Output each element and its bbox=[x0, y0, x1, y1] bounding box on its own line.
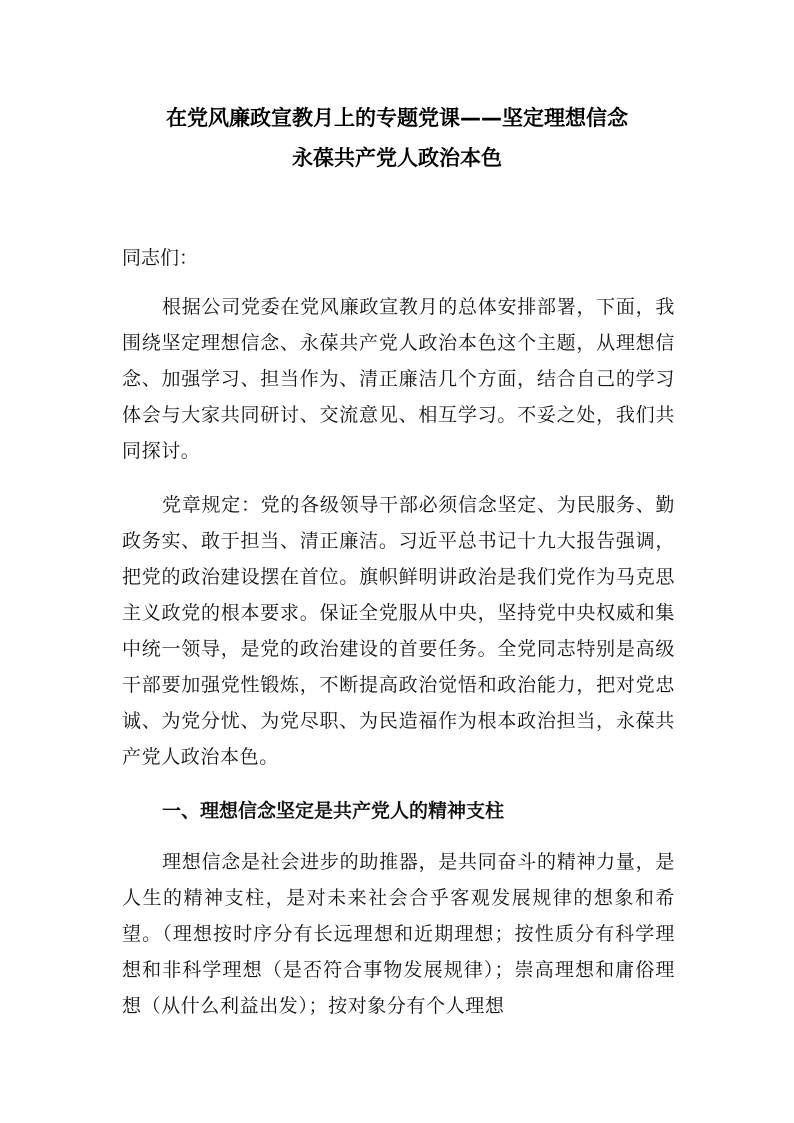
section-heading-1: 一、理想信念坚定是共产党人的精神支柱 bbox=[162, 800, 505, 822]
body-paragraph-party-constitution: 党章规定：党的各级领导干部必须信念坚定、为民服务、勤政务实、敢于担当、清正廉洁。习近平总书记十九大报告强调，把党的政治建设摆在首位。旗帜鲜明讲政治是我们党作为马克思主义政党的根本要求。保证全党服从中央，坚持党中央权威和集中统一领导，是党的政治建设的首要任务。全党同志特别是高级干部要加强党性锻炼，不断提高政治觉悟和政治能力，把对党忠诚、为党分忧、为党尽职、为民造福作为根本政治担当，永葆共产党人政治本色。 bbox=[122, 494, 675, 768]
salutation: 同志们： bbox=[122, 247, 199, 269]
body-paragraph-intro: 根据公司党委在党风廉政宣教月的总体安排部署，下面，我围绕坚定理想信念、永葆共产党人政治本色这个主题，从理想信念、加强学习、担当作为、清正廉洁几个方面，结合自己的学习体会与大家共同研讨、交流意见、相互学习。不妥之处，我们共同探讨。 bbox=[122, 296, 675, 462]
document-title-line-1: 在党风廉政宣教月上的专题党课——坚定理想信念 bbox=[166, 106, 628, 130]
document-title-line-2: 永葆共产党人政治本色 bbox=[292, 146, 502, 170]
body-paragraph-ideals: 理想信念是社会进步的助推器，是共同奋斗的精神力量，是人生的精神支柱，是对未来社会合乎客观发展规律的想象和希望。（理想按时序分有长远理想和近期理想；按性质分有科学理想和非科学理想（是否符合事物发展规律）；崇高理想和庸俗理想（从什么利益出发）；按对象分有个人理想 bbox=[122, 851, 675, 1017]
